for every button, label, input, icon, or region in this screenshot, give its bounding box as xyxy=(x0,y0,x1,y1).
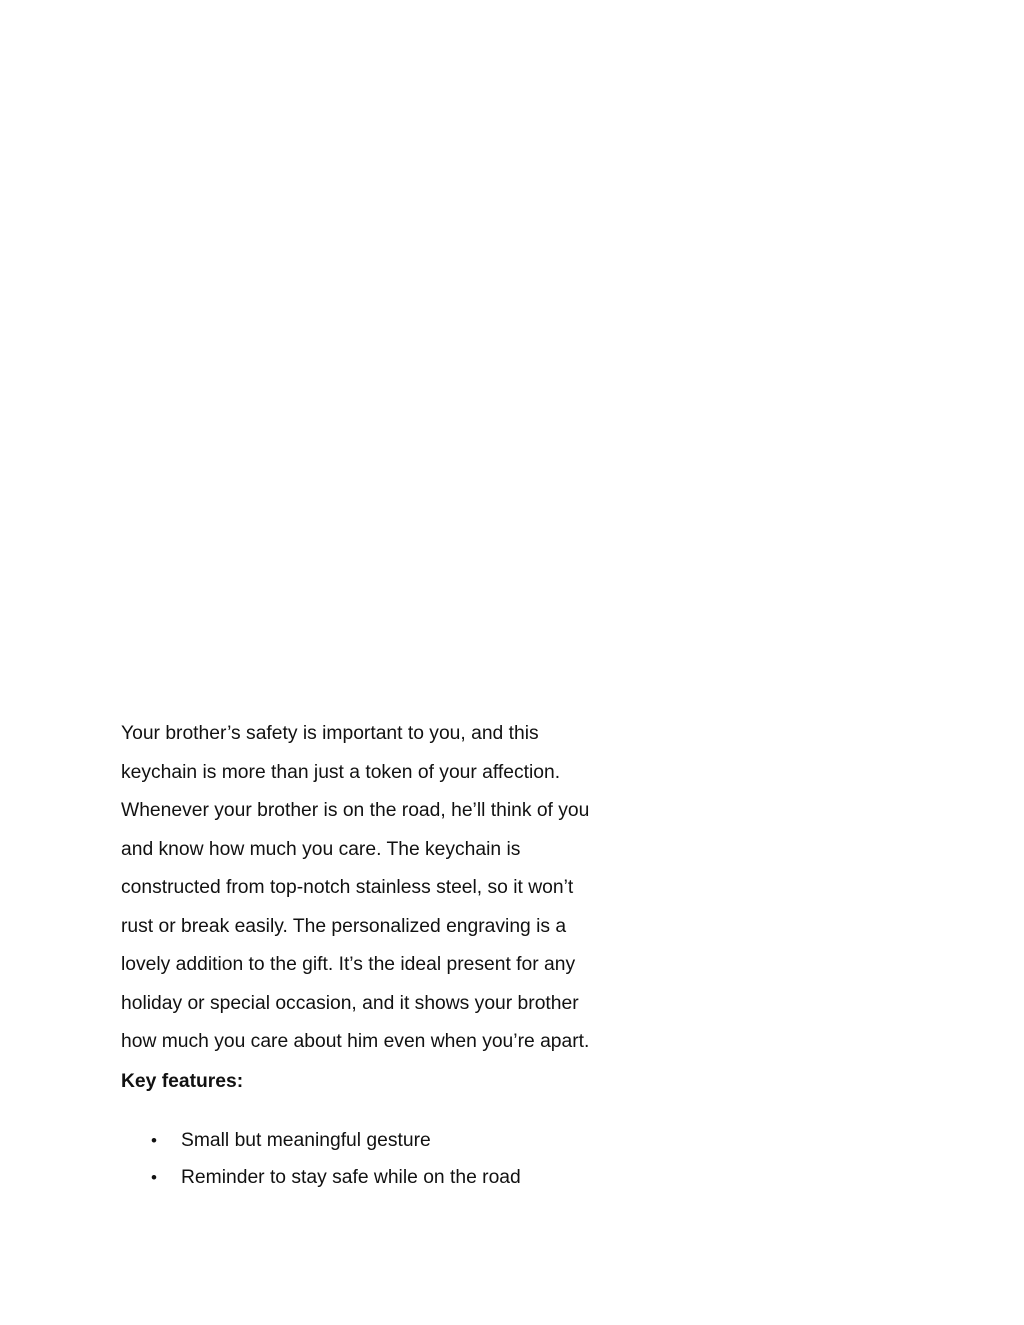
paragraph-line: constructed from top-notch stainless steel, so it won’t xyxy=(121,877,574,898)
bullet-icon: • xyxy=(151,1130,157,1150)
paragraph-line: how much you care about him even when you’re apart. xyxy=(121,1031,590,1052)
key-features-list xyxy=(121,1122,621,1196)
paragraph-line: rust or break easily. The personalized engraving is a xyxy=(121,915,567,937)
key-features-heading: Key features: xyxy=(121,1070,244,1092)
paragraph-line: keychain is more than just a token of your affection. xyxy=(121,761,561,783)
paragraph-line: Your brother’s safety is important to you, and this xyxy=(121,723,539,744)
feature-list-item xyxy=(121,1159,621,1196)
description-paragraph xyxy=(121,715,621,1062)
feature-list-item xyxy=(121,1122,621,1159)
paragraph-line: holiday or special occasion, and it shows your brother xyxy=(121,992,579,1014)
paragraph-line: and know how much you care. The keychain is xyxy=(121,838,521,860)
bullet-icon: • xyxy=(151,1167,157,1187)
paragraph-line: Whenever your brother is on the road, he’ll think of you xyxy=(121,800,590,821)
document-content xyxy=(121,715,621,1196)
feature-text: Reminder to stay safe while on the road xyxy=(181,1166,521,1188)
feature-text: Small but meaningful gesture xyxy=(181,1129,431,1151)
paragraph-line: lovely addition to the gift. It’s the ideal present for any xyxy=(121,954,576,975)
